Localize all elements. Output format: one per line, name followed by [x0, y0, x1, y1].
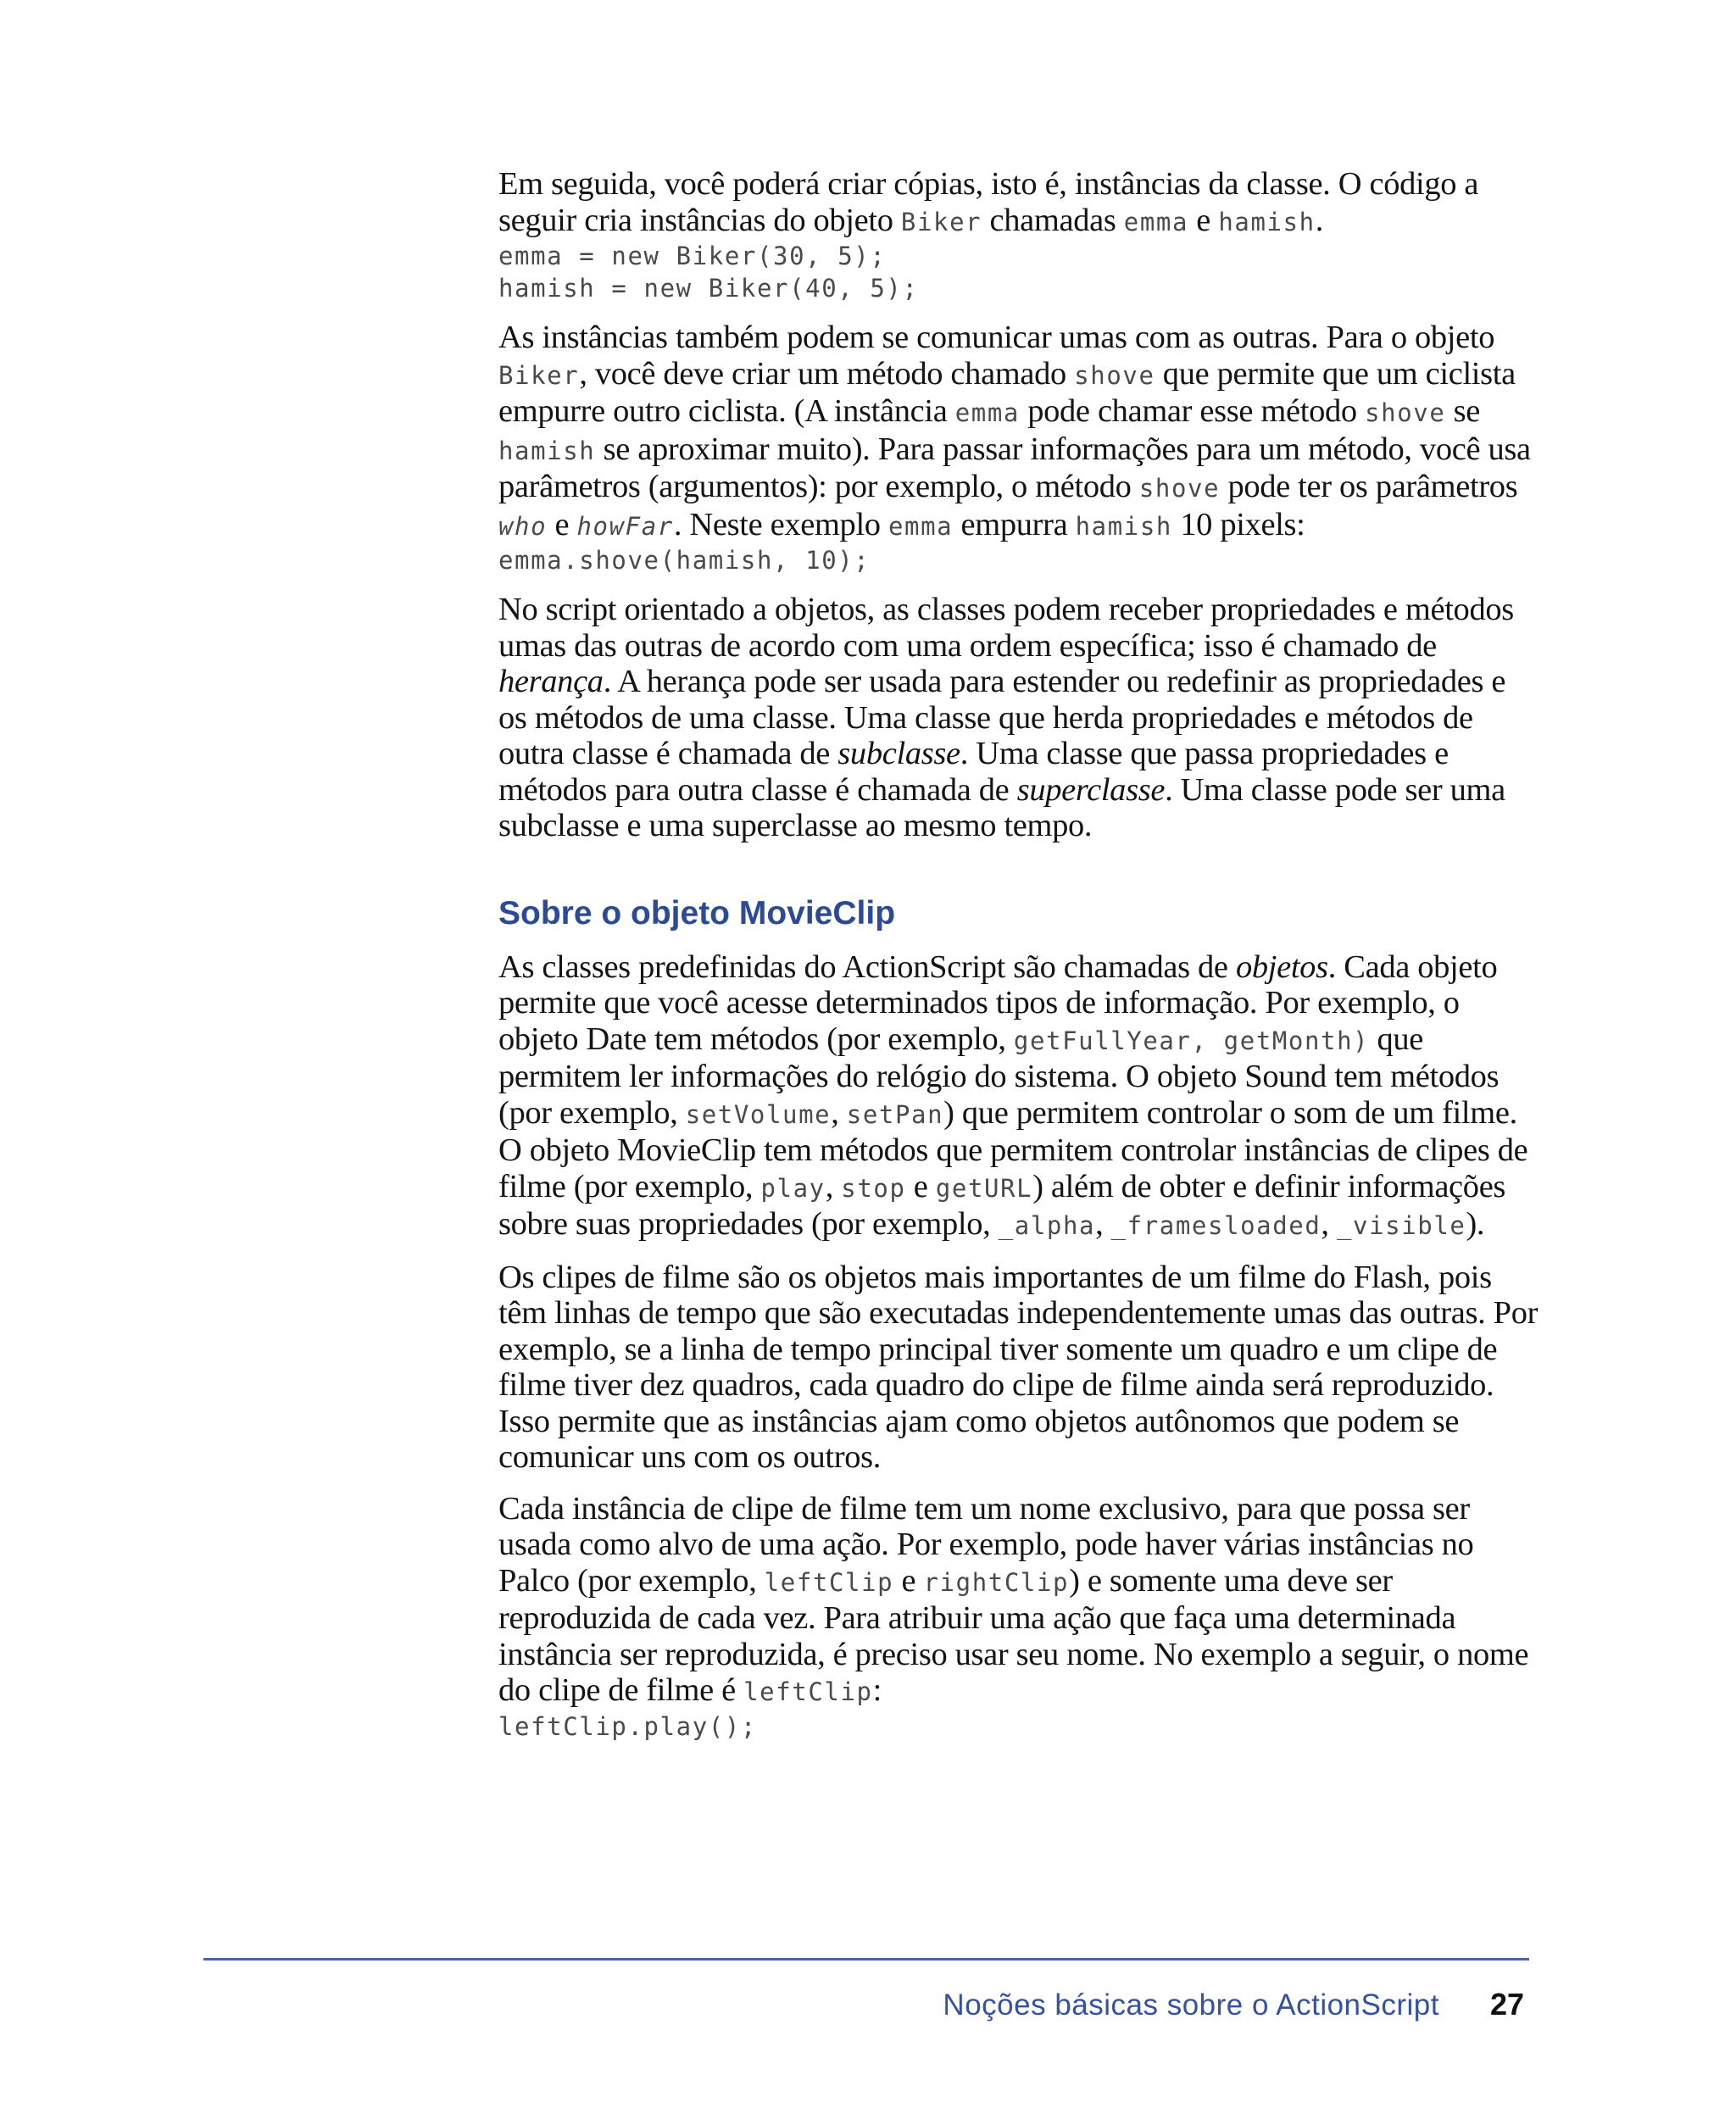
paragraph-movieclips: Os clipes de filme são os objetos mais importantes de um filme do Flash, pois têm linhas de tempo que são executadas independentemente umas das outras. Por exemplo, se a linha de tempo principal tiver somente um quadro e um clipe de filme tiver dez quadros, cada quadro do clipe de filme ainda será reproduzido. Isso permite que as instâncias ajam como objetos autônomos que podem se comunicar uns com os outros. [498, 1259, 1538, 1475]
code-line: emma = new Biker(30, 5); [498, 242, 887, 270]
paragraph-instance-names: Cada instância de clipe de filme tem um nome exclusivo, para que possa ser usada como alvo de uma ação. Por exemplo, pode haver várias instâncias no Palco (por exemplo, leftClip e rightClip) e somente uma deve ser reproduzida de cada vez. Para atribuir uma ação que faça uma determinada instância ser reproduzida, é preciso usar seu nome. No exemplo a seguir, o nome do clipe de filme é leftClip: [498, 1490, 1529, 1708]
footer-chapter-title: Noções básicas sobre o ActionScript [943, 1988, 1439, 2022]
page-number: 27 [1490, 1987, 1525, 2022]
code-line: hamish = new Biker(40, 5); [498, 274, 919, 303]
code-block-shove [498, 544, 1541, 576]
code-block-play [498, 1710, 1541, 1743]
paragraph-instances: Em seguida, você poderá criar cópias, isto é, instâncias da classe. O código a seguir cria instâncias do objeto Biker chamadas emma e hamish. [498, 166, 1479, 238]
paragraph-methods: As instâncias também podem se comunicar umas com as outras. Para o objeto Biker, você deve criar um método chamado shove que permite que um ciclista empurre outro ciclista. (A instância emma pode chamar esse método shove se hamish se aproximar muito). Para passar informações para um método, você usa parâmetros (argumentos): por exemplo, o método shove pode ter os parâmetros who e howFar. Neste exemplo emma empurra hamish 10 pixels: [498, 320, 1531, 542]
code-line: emma.shove(hamish, 10); [498, 546, 871, 575]
section-heading: Sobre o objeto MovieClip [498, 894, 896, 932]
page-content [498, 166, 1541, 1743]
footer-rule [203, 1958, 1529, 1960]
paragraph-inheritance: No script orientado a objetos, as classes podem receber propriedades e métodos umas das outras de acordo com uma ordem específica; isso é chamado de herança. A herança pode ser usada para estender ou redefinir as propriedades e os métodos de uma classe. Uma classe que herda propriedades e métodos de outra classe é chamada de subclasse. Uma classe que passa propriedades e métodos para outra classe é chamada de superclasse. Uma classe pode ser uma subclasse e uma superclasse ao mesmo tempo. [498, 592, 1514, 843]
paragraph-objects: As classes predefinidas do ActionScript são chamadas de objetos. Cada objeto permite que você acesse determinados tipos de informação. Por exemplo, o objeto Date tem métodos (por exemplo, getFullYear, getMonth) que permitem ler informações do relógio do sistema. O objeto Sound tem métodos (por exemplo, setVolume, setPan) que permitem controlar o som de um filme. O objeto MovieClip tem métodos que permitem controlar instâncias de clipes de filme (por exemplo, play, stop e getURL) além de obter e definir informações sobre suas propriedades (por exemplo, _alpha, _framesloaded, _visible). [498, 948, 1528, 1242]
code-line: leftClip.play(); [498, 1711, 757, 1741]
code-block-constructors [498, 240, 1541, 304]
